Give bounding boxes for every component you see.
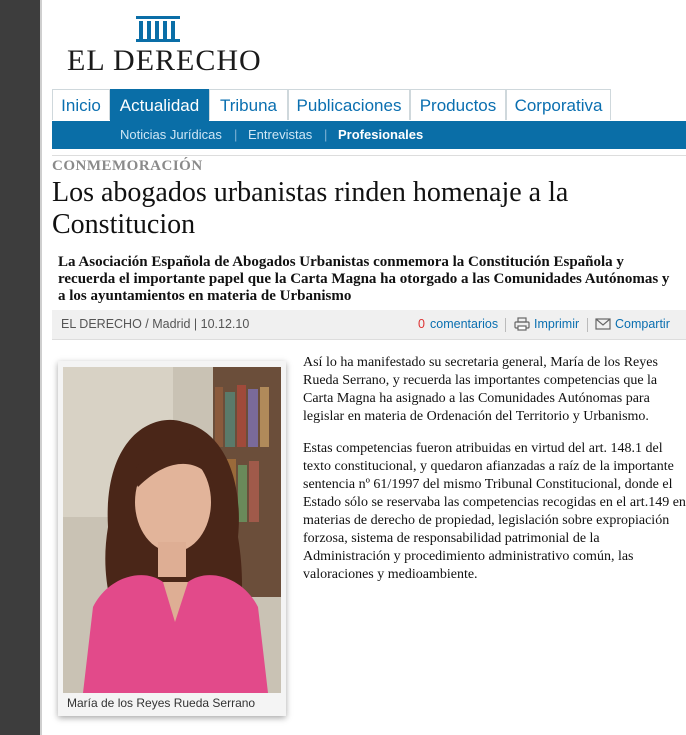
tab-tribuna[interactable]: Tribuna [209,89,288,120]
portrait-photo[interactable] [63,367,281,693]
browser-left-edge [0,0,40,735]
photo-frame [58,361,286,716]
envelope-icon[interactable] [595,317,611,331]
sub-nav [52,121,686,149]
subnav-entrevistas[interactable]: Entrevistas [248,127,313,142]
photo-caption: María de los Reyes Rueda Serrano [67,696,256,710]
meta-divider [587,318,588,332]
page [52,0,686,735]
printer-icon[interactable] [514,317,530,331]
article-source-date: EL DERECHO / Madrid | 10.12.10 [61,317,250,331]
article-headline: Los abogados urbanistas rinden homenaje a la Constitucion [52,177,569,240]
comments-link[interactable]: comentarios [430,317,499,331]
article-paragraph: Estas competencias fueron atribuidas en virtud del art. 148.1 del texto constitucional, y quedaron afianzadas a raíz de la importante sentencia nº 61/1997 del mismo Tribunal Constitucional, donde el Estado sólo se reservaba las competencias recogidas en el art.149 en materias de derecho de propiedad, legislación sobre expropiación forzosa, sistema de responsabilidad patrimonial de la Administración y procedimiento administrativo común, las valoraciones y medioambiente. [303,441,686,582]
subnav-separator: | [324,127,328,142]
main-nav [52,89,686,121]
browser-left-border [40,0,42,735]
columns-logo-icon [136,16,180,42]
comment-count[interactable]: 0 [418,317,425,331]
tab-actualidad[interactable]: Actualidad [110,89,209,121]
article-body [303,354,686,598]
article-meta-bar [52,310,686,340]
tab-inicio[interactable]: Inicio [52,89,110,120]
subnav-profesionales[interactable]: Profesionales [338,127,424,142]
article-paragraph: Así lo ha manifestado su secretaria general, María de los Reyes Rueda Serrano, y recuerda las importantes competencias que la Carta Magna ha asignado a las Comunidades Autónomas para legislar en materia de Ordenación del Territorio y Urbanismo. [303,355,658,424]
subnav-separator: | [234,127,238,142]
share-link[interactable]: Compartir [615,317,670,331]
kicker-divider [52,155,686,156]
article-lead: La Asociación Española de Abogados Urbanistas conmemora la Constitución Española y recuerda el importante papel que la Carta Magna ha otorgado a las Comunidades Autónomas y a los ayuntamientos en materia de Urbanismo [58,254,670,304]
print-link[interactable]: Imprimir [534,317,580,331]
tab-productos[interactable]: Productos [410,89,506,120]
tab-corporativa[interactable]: Corporativa [506,89,611,120]
meta-divider [505,318,506,332]
tab-publicaciones[interactable]: Publicaciones [288,89,410,120]
subnav-noticias-juridicas[interactable]: Noticias Jurídicas [120,127,222,142]
site-logo[interactable]: EL DERECHO [67,44,262,77]
article-kicker: CONMEMORACIÓN [52,158,203,174]
